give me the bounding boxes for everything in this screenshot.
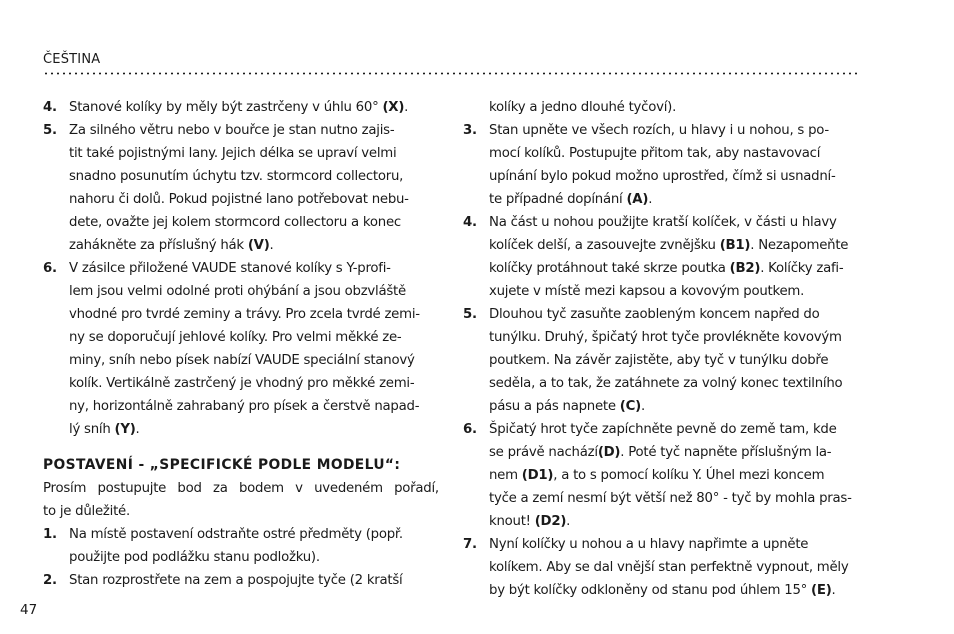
figure-reference: (Y) bbox=[114, 422, 136, 437]
figure-reference: (E) bbox=[811, 583, 832, 598]
line-text-end: , a to s pomocí kolíku Y. Úhel mezi koncem bbox=[553, 468, 825, 483]
word: bod bbox=[177, 481, 202, 496]
line-text: kolíky a jedno dlouhé tyčoví). bbox=[489, 100, 677, 115]
text-line bbox=[43, 280, 439, 303]
line-text-end: . bbox=[648, 192, 653, 207]
section-gap bbox=[43, 441, 439, 454]
section-heading: POSTAVENÍ - „SPECIFICKÉ PODLE MODELU“: bbox=[43, 457, 401, 473]
line-text: použijte pod podlážku stanu podložku). bbox=[69, 550, 320, 565]
text-line bbox=[43, 418, 439, 441]
text-line bbox=[43, 234, 439, 257]
line-text: mocí kolíků. Postupujte přitom tak, aby nastavovací bbox=[489, 146, 821, 161]
line-text-end: . bbox=[640, 399, 645, 414]
line-text: kolíčky protáhnout také skrze poutka bbox=[489, 261, 730, 276]
line-text: by být kolíčky odkloněny od stanu pod úhlem 15° bbox=[489, 583, 812, 598]
line-text: Na místě postavení odstraňte ostré předměty (popř. bbox=[69, 527, 403, 542]
line-text: xujete v místě mezi kapsou a kovovým poutkem. bbox=[489, 284, 805, 299]
text-line bbox=[463, 510, 861, 533]
item-number: 5. bbox=[43, 123, 57, 138]
text-line bbox=[43, 142, 439, 165]
text-line bbox=[463, 487, 861, 510]
list-item-line bbox=[463, 533, 861, 556]
text-line bbox=[43, 349, 439, 372]
line-text: tyče a zemí nesmí být větší než 80° - tyč by mohla pras- bbox=[489, 491, 852, 506]
item-number: 7. bbox=[463, 537, 477, 552]
text-line bbox=[43, 546, 439, 569]
line-text: se právě nachází bbox=[489, 445, 598, 460]
line-text-end: . bbox=[566, 514, 571, 529]
text-line bbox=[43, 395, 439, 418]
page-number: 47 bbox=[20, 602, 38, 618]
text-line bbox=[43, 188, 439, 211]
line-text: seděla, a to tak, že zatáhnete za volný konec textilního bbox=[489, 376, 843, 391]
line-text: Za silného větru nebo v bouřce je stan nutno zajis- bbox=[69, 123, 395, 138]
line-text-end: . bbox=[269, 238, 274, 253]
dotted-divider bbox=[43, 72, 859, 75]
line-text-end: . bbox=[135, 422, 140, 437]
text-line bbox=[43, 211, 439, 234]
list-item-line bbox=[43, 257, 439, 280]
item-number: 1. bbox=[43, 527, 57, 542]
line-text-end: . bbox=[831, 583, 836, 598]
list-item-line bbox=[43, 569, 439, 592]
word: za bbox=[213, 481, 228, 496]
text-line bbox=[463, 257, 861, 280]
intro-line bbox=[43, 477, 439, 500]
figure-reference: (D1) bbox=[521, 468, 554, 483]
word: pořadí, bbox=[394, 481, 439, 496]
figure-reference: (A) bbox=[626, 192, 649, 207]
line-text: kolíček delší, a zasouvejte zvnějšku bbox=[489, 238, 720, 253]
right-column bbox=[463, 96, 861, 602]
line-text: dete, ovažte jej kolem stormcord collectoru a konec bbox=[69, 215, 401, 230]
line-text: pásu a pás napnete bbox=[489, 399, 620, 414]
line-text: Stan rozprostřete na zem a pospojujte tyče (2 kratší bbox=[69, 573, 403, 588]
item-number: 5. bbox=[463, 307, 477, 322]
line-text: knout! bbox=[489, 514, 535, 529]
line-text: nem bbox=[489, 468, 522, 483]
text-line bbox=[463, 280, 861, 303]
item-number: 2. bbox=[43, 573, 57, 588]
figure-reference: (V) bbox=[247, 238, 270, 253]
list-item-line bbox=[43, 119, 439, 142]
item-number: 3. bbox=[463, 123, 477, 138]
line-text: upínání bylo pokud možno uprostřed, čímž si usnadní- bbox=[489, 169, 836, 184]
line-text: lem jsou velmi odolné proti ohýbání a jsou obzvláště bbox=[69, 284, 406, 299]
line-text: kolík. Vertikálně zastrčený je vhodný pro měkké zemi- bbox=[69, 376, 415, 391]
line-text: ny se doporučují jehlové kolíky. Pro velmi měkké ze- bbox=[69, 330, 402, 345]
line-text: snadno posunutím úchytu tzv. stormcord collectoru, bbox=[69, 169, 404, 184]
line-text: Nyní kolíčky u nohou a u hlavy napřimte a upněte bbox=[489, 537, 809, 552]
figure-reference: (D2) bbox=[534, 514, 567, 529]
list-item-line bbox=[463, 418, 861, 441]
list-item-line bbox=[463, 119, 861, 142]
figure-reference: (X) bbox=[382, 100, 405, 115]
text-line bbox=[43, 500, 439, 523]
word: Prosím bbox=[43, 481, 87, 496]
list-item-line bbox=[463, 211, 861, 234]
text-line bbox=[463, 142, 861, 165]
line-text: te případné dopínání bbox=[489, 192, 627, 207]
line-text: zahákněte za příslušný hák bbox=[69, 238, 248, 253]
line-text: lý sníh bbox=[69, 422, 115, 437]
text-line bbox=[463, 326, 861, 349]
text-line bbox=[463, 349, 861, 372]
text-line bbox=[463, 395, 861, 418]
word: uvedeném bbox=[314, 481, 383, 496]
left-column bbox=[43, 96, 439, 592]
line-text-end: . Kolíčky zafi- bbox=[760, 261, 844, 276]
text-line bbox=[463, 188, 861, 211]
language-header: ČEŠTINA bbox=[43, 52, 101, 67]
item-number: 6. bbox=[463, 422, 477, 437]
list-item-line bbox=[463, 303, 861, 326]
line-text: nahoru či dolů. Pokud pojistné lano potřebovat nebu- bbox=[69, 192, 409, 207]
text-line bbox=[43, 165, 439, 188]
line-text: tit také pojistnými lany. Jejich délka se upraví velmi bbox=[69, 146, 397, 161]
line-text-end: . Poté tyč napněte příslušným la- bbox=[620, 445, 832, 460]
list-item-line bbox=[43, 96, 439, 119]
line-text: vhodné pro tvrdé zeminy a trávy. Pro zcela tvrdé zemi- bbox=[69, 307, 420, 322]
item-number: 4. bbox=[463, 215, 477, 230]
line-text: miny, sníh nebo písek nabízí VAUDE speciální stanový bbox=[69, 353, 415, 368]
line-text: to je důležité. bbox=[43, 504, 130, 519]
line-text: Stanové kolíky by měly být zastrčeny v úhlu 60° bbox=[69, 100, 383, 115]
text-line bbox=[463, 372, 861, 395]
line-text: Dlouhou tyč zasuňte zaobleným koncem napřed do bbox=[489, 307, 820, 322]
figure-reference: (B1) bbox=[719, 238, 751, 253]
text-line bbox=[43, 303, 439, 326]
text-line bbox=[43, 372, 439, 395]
line-text: Na část u nohou použijte kratší kolíček, v části u hlavy bbox=[489, 215, 837, 230]
line-text: V zásilce přiložené VAUDE stanové kolíky s Y-profi- bbox=[69, 261, 391, 276]
line-text: tunýlku. Druhý, špičatý hrot tyče provlékněte kovovým bbox=[489, 330, 842, 345]
list-item-line bbox=[43, 523, 439, 546]
text-line bbox=[463, 556, 861, 579]
text-line bbox=[463, 234, 861, 257]
text-line bbox=[463, 464, 861, 487]
text-line bbox=[463, 165, 861, 188]
line-text: kolíkem. Aby se dal vnější stan perfektně vypnout, měly bbox=[489, 560, 849, 575]
text-line bbox=[463, 441, 861, 464]
figure-reference: (C) bbox=[619, 399, 641, 414]
word: v bbox=[295, 481, 303, 496]
line-text: ny, horizontálně zahrabaný pro písek a čerstvě napad- bbox=[69, 399, 420, 414]
text-line bbox=[463, 579, 861, 602]
line-text: Stan upněte ve všech rozích, u hlavy i u nohou, s po- bbox=[489, 123, 829, 138]
line-text: poutkem. Na závěr zajistěte, aby tyč v tunýlku dobře bbox=[489, 353, 829, 368]
figure-reference: (D) bbox=[597, 445, 621, 460]
item-number: 4. bbox=[43, 100, 57, 115]
figure-reference: (B2) bbox=[729, 261, 761, 276]
line-text-end: . bbox=[404, 100, 409, 115]
text-line bbox=[463, 96, 861, 119]
word: postupujte bbox=[97, 481, 167, 496]
line-text: Špičatý hrot tyče zapíchněte pevně do země tam, kde bbox=[489, 422, 837, 437]
word: bodem bbox=[238, 481, 284, 496]
line-text-end: . Nezapomeňte bbox=[750, 238, 849, 253]
text-line bbox=[43, 326, 439, 349]
item-number: 6. bbox=[43, 261, 57, 276]
